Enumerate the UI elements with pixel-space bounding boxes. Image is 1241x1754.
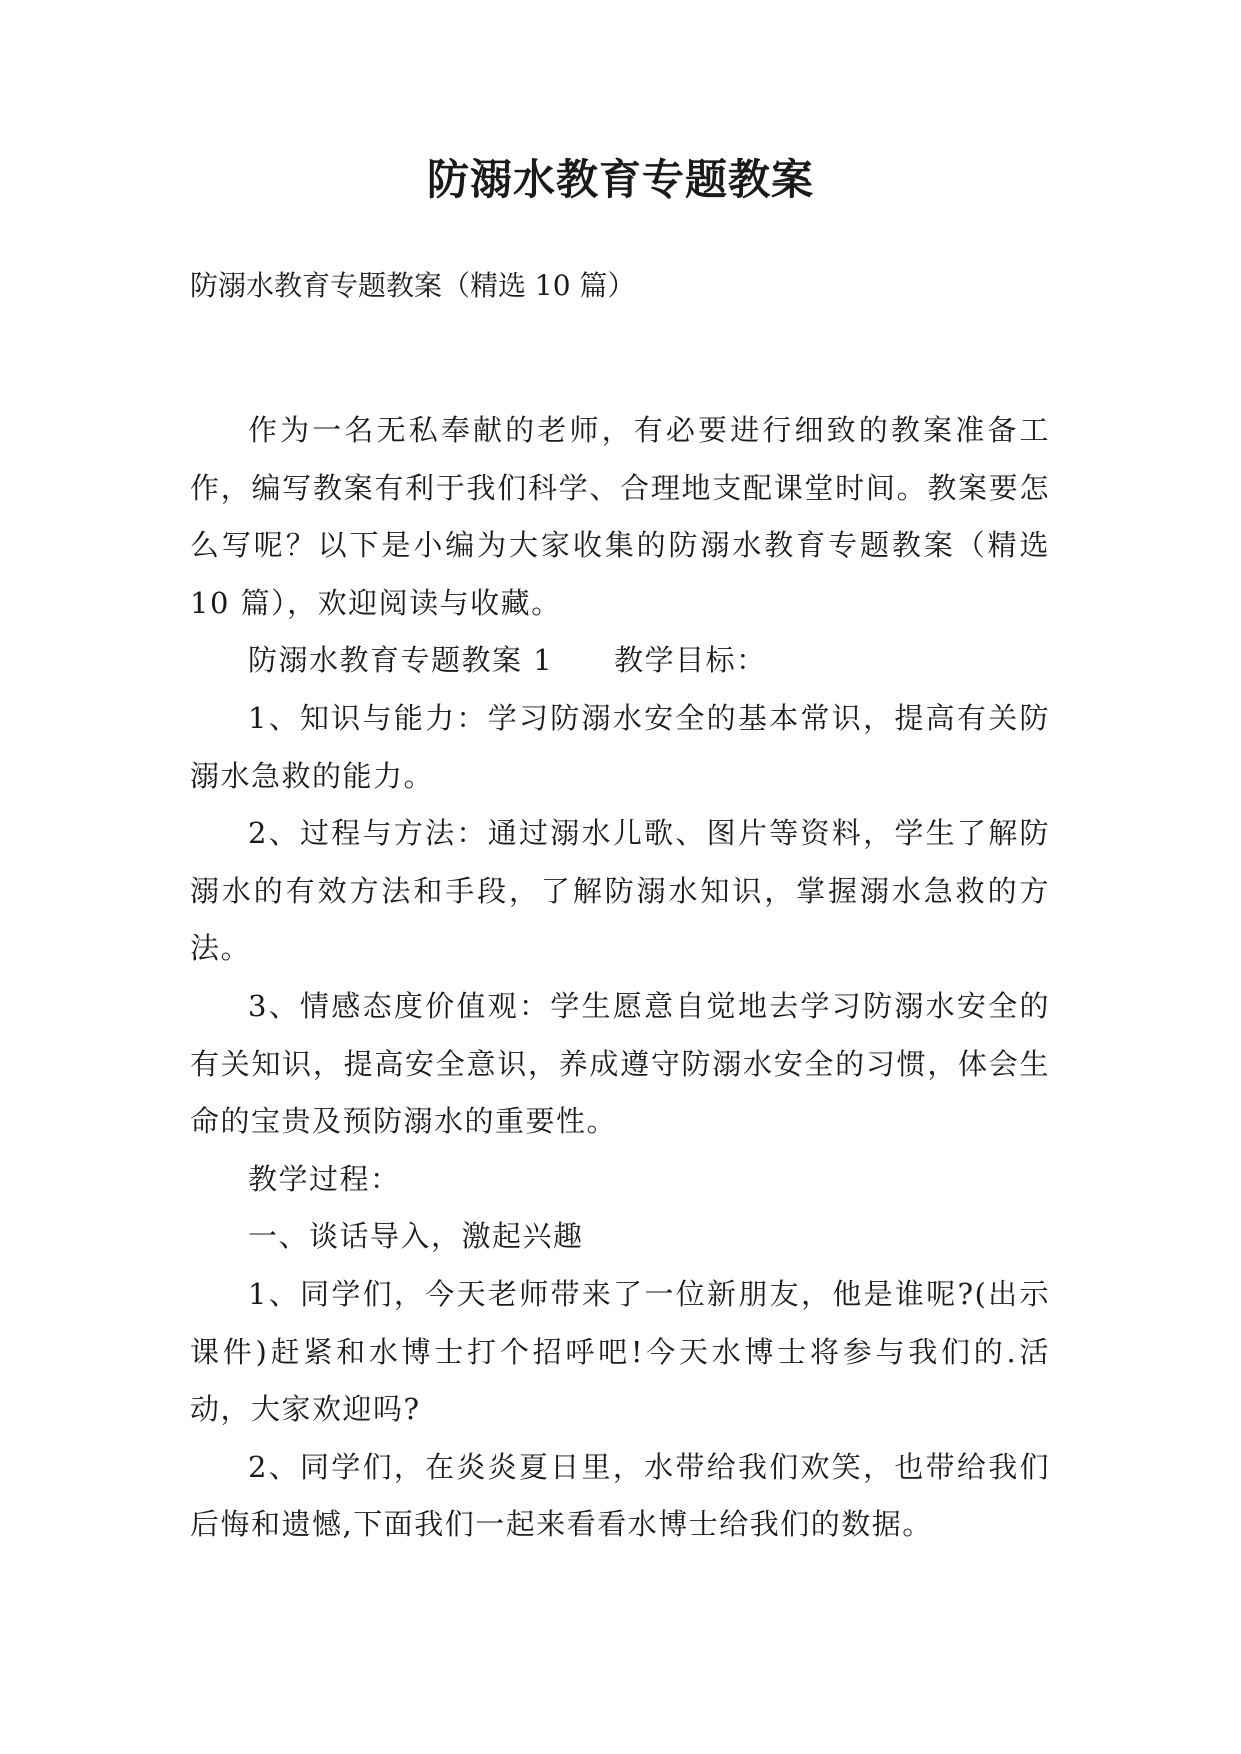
paragraph: 3、情感态度价值观：学生愿意自觉地去学习防溺水安全的有关知识，提高安全意识，养成遵守防溺水安全的习惯，体会生命的宝贵及预防溺水的重要性。 <box>190 988 1050 1139</box>
document-body <box>190 402 1050 1554</box>
paragraph: 2、过程与方法：通过溺水儿歌、图片等资料，学生了解防溺水的有效方法和手段，了解防溺水知识，掌握溺水急救的方法。 <box>190 816 1050 966</box>
paragraph: 教学过程： <box>248 1161 401 1196</box>
paragraph: 一、谈话导入，激起兴趣 <box>248 1219 584 1254</box>
paragraph: 防溺水教育专题教案 1 教学目标： <box>248 643 767 678</box>
document-subtitle: 防溺水教育专题教案（精选 10 篇） <box>190 269 636 302</box>
paragraph: 1、同学们，今天老师带来了一位新朋友，他是谁呢?(出示课件)赶紧和水博士打个招呼吧!今天水博士将参与我们的.活动，大家欢迎吗? <box>190 1276 1050 1427</box>
paragraph: 2、同学们，在炎炎夏日里，水带给我们欢笑，也带给我们后悔和遗憾,下面我们一起来看看水博士给我们的数据。 <box>190 1449 1050 1542</box>
paragraph: 作为一名无私奉献的老师，有必要进行细致的教案准备工作，编写教案有利于我们科学、合理地支配课堂时间。教案要怎么写呢？以下是小编为大家收集的防溺水教育专题教案（精选 10 篇），欢迎阅读与收藏。 <box>190 413 1050 620</box>
document-title: 防溺水教育专题教案 <box>426 155 814 204</box>
paragraph: 1、知识与能力：学习防溺水安全的基本常识，提高有关防溺水急救的能力。 <box>190 700 1050 793</box>
